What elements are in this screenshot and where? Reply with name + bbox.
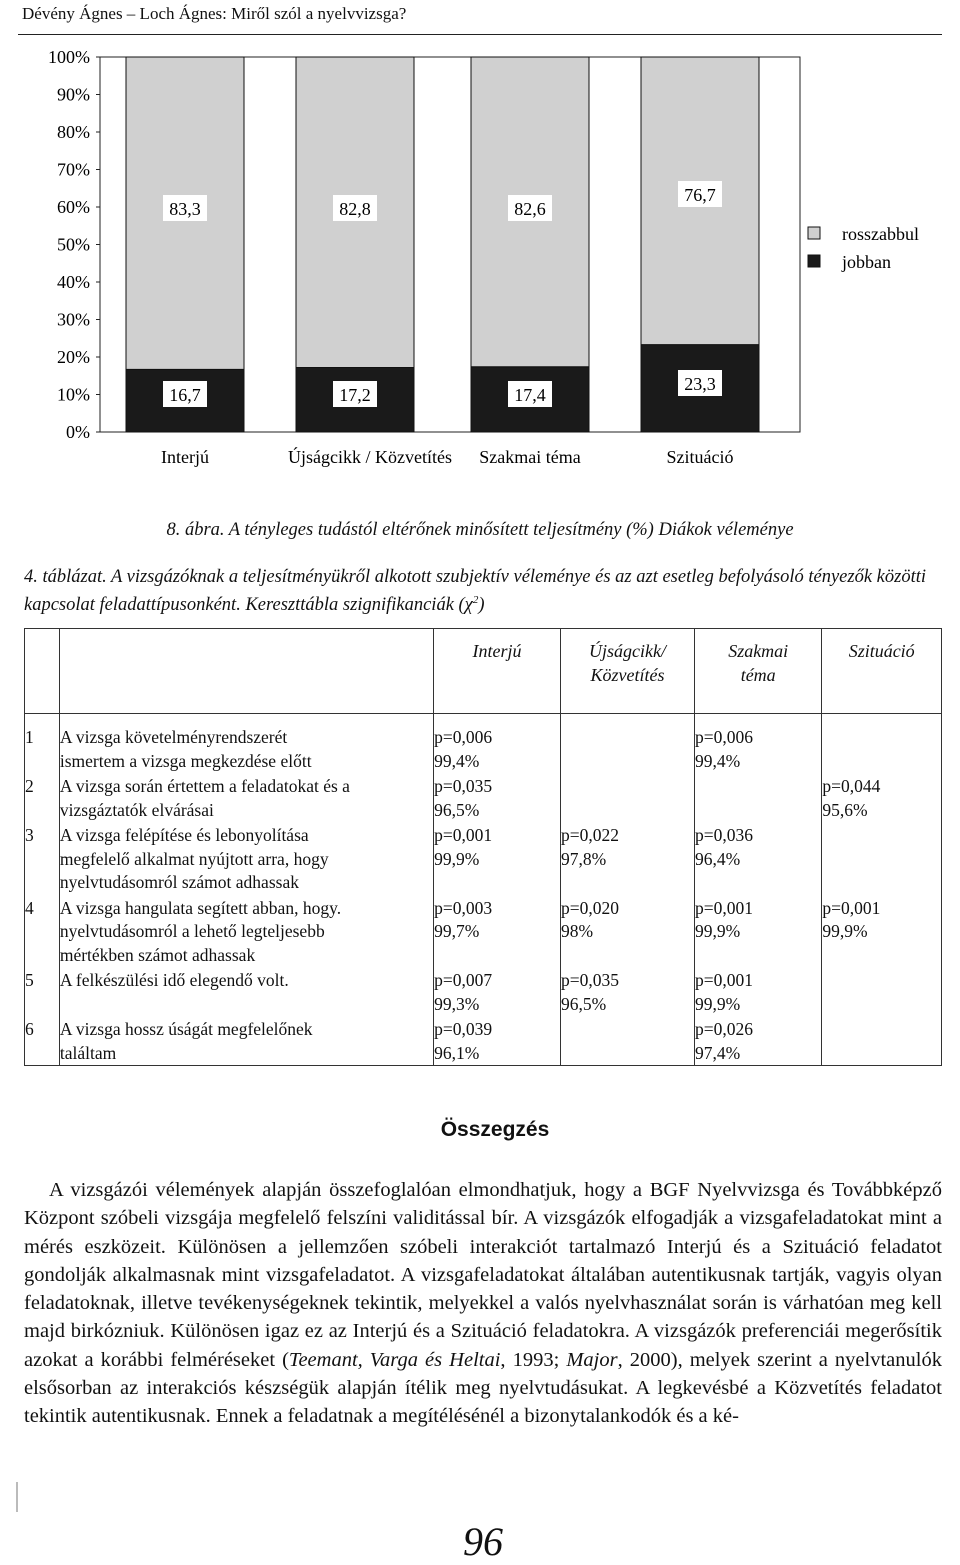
header-ujsagcikk: Újságcikk/ Közvetítés: [560, 629, 694, 714]
p-value: p=0,001: [695, 970, 753, 990]
data-label-jobban: 17,2: [339, 385, 371, 405]
figure-caption: 8. ábra. A tényleges tudástól eltérőnek minősített teljesítmény (%) Diákok véleménye: [166, 520, 794, 540]
table-caption-end: ): [478, 595, 485, 616]
p-value: p=0,026: [695, 1019, 753, 1039]
significance-percent: 98%: [560, 921, 594, 941]
value-cell: [695, 967, 822, 1016]
header-szakmai: Szakmai téma: [695, 629, 822, 714]
header-statement: [59, 629, 433, 714]
y-tick-label: 80%: [57, 122, 90, 142]
value-cell: [560, 822, 694, 895]
table-row: [25, 822, 942, 895]
value-cell: [560, 967, 694, 1016]
y-tick-label: 70%: [57, 159, 90, 180]
row-statement: [59, 1016, 433, 1066]
table-row: [25, 967, 942, 1016]
statement-line: mértékben számot adhassak: [59, 944, 256, 965]
statement-line: A vizsga felépítése és lebonyolítása: [59, 825, 309, 845]
value-cell: [560, 895, 694, 968]
table-caption-text: 4. táblázat. A vizsgázóknak a teljesítményükről alkotott szubjektív véleménye és az azt esetleg befolyásoló tényezők közötti kapcsolat feladattípusonként. Kereszttábla szignifikanciák (χ: [24, 567, 927, 616]
statement-line: találtam: [59, 1042, 117, 1063]
legend-label: rosszabbul: [842, 224, 919, 244]
table-caption-sup: 2: [472, 594, 479, 606]
value-cell: [560, 773, 694, 822]
value-cell: [695, 1016, 822, 1066]
data-label-rosszabbul: 76,7: [684, 185, 716, 205]
summary-text-mid: , 1993;: [500, 1348, 567, 1371]
p-value: p=0,007: [434, 970, 493, 990]
x-category-label: Szakmai téma: [479, 447, 581, 467]
row-statement: [59, 822, 433, 895]
statement-line: nyelvtudásomról számot adhassak: [59, 872, 299, 892]
table-row: [25, 773, 942, 822]
significance-percent: 96,4%: [695, 848, 741, 869]
statement-line: ismertem a vizsga megkezdése előtt: [59, 750, 312, 771]
value-cell: [434, 1016, 561, 1066]
margin-mark: [16, 1482, 18, 1512]
p-value: p=0,022: [560, 825, 619, 845]
data-label-jobban: 16,7: [169, 385, 201, 405]
x-category-label: Interjú: [161, 447, 209, 467]
value-cell: [560, 714, 694, 774]
legend-label: jobban: [842, 252, 891, 272]
y-tick-label: 30%: [57, 309, 90, 330]
y-tick-label: 0%: [66, 422, 90, 442]
data-label-jobban: 17,4: [514, 385, 546, 405]
statement-line: megfelelő alkalmat nyújtott arra, hogy: [59, 848, 329, 869]
value-cell: [822, 714, 942, 774]
p-value: p=0,003: [434, 897, 493, 918]
data-label-rosszabbul: 82,8: [339, 199, 371, 219]
significance-percent: 99,7%: [434, 921, 480, 941]
statement-line: A felkészülési idő elegendő volt.: [59, 970, 289, 990]
p-value: p=0,044: [822, 776, 881, 796]
p-value: p=0,036: [695, 825, 753, 845]
table-body: [25, 714, 942, 1066]
y-tick-label: 90%: [57, 84, 90, 105]
data-label-rosszabbul: 82,6: [514, 199, 546, 219]
row-statement: [59, 714, 433, 774]
table-caption: [24, 566, 944, 617]
value-cell: [822, 773, 942, 822]
significance-percent: 99,9%: [434, 848, 480, 869]
citation-2: Major: [566, 1348, 618, 1371]
y-tick-label: 20%: [57, 347, 90, 367]
statement-line: vizsgáztatók elvárásai: [59, 799, 214, 820]
row-number: 5: [25, 967, 60, 1016]
row-number: 2: [25, 773, 60, 822]
p-value: p=0,035: [434, 776, 493, 796]
page-number: 96: [463, 1519, 503, 1564]
p-value: p=0,035: [560, 970, 619, 990]
significance-percent: 96,5%: [560, 993, 607, 1014]
table-header-row: [25, 629, 942, 714]
significance-percent: 97,4%: [695, 1042, 741, 1063]
statement-line: A vizsga során értettem a feladatokat és a: [59, 776, 350, 796]
data-label-rosszabbul: 83,3: [169, 199, 201, 219]
value-cell: [822, 895, 942, 968]
y-tick-label: 60%: [57, 197, 90, 217]
significance-percent: 99,4%: [695, 750, 741, 771]
value-cell: [434, 967, 561, 1016]
running-header: Dévény Ágnes – Loch Ágnes: Miről szól a nyelvvizsga?: [22, 4, 407, 23]
p-value: p=0,020: [560, 897, 619, 918]
p-value: p=0,006: [695, 727, 753, 747]
x-category-label: Újságcikk / Közvetítés: [288, 447, 452, 467]
significance-percent: 96,1%: [434, 1042, 480, 1063]
row-number: 3: [25, 822, 60, 895]
table-row: [25, 714, 942, 774]
row-number: 1: [25, 714, 60, 774]
y-tick-label: 10%: [57, 384, 90, 405]
summary-text-part2: , 2000), melyek szerint a nyelvtanulók elsősorban az interakciós készségük alapján ítélik meg nyelvtudásukat. A legkevésbé a Közvetítés feladatot tekintik autentikusnak. Ennek a feladatnak a megítélésénél a bizonytalankodók és a ké-: [24, 1348, 942, 1428]
p-value: p=0,001: [822, 897, 881, 918]
summary-paragraph: [24, 1176, 942, 1431]
p-value: p=0,001: [695, 897, 753, 918]
header-num: [25, 629, 60, 714]
row-number: 6: [25, 1016, 60, 1066]
value-cell: [434, 822, 561, 895]
value-cell: [434, 773, 561, 822]
y-tick-label: 100%: [48, 47, 90, 67]
data-label-jobban: 23,3: [684, 374, 716, 394]
significance-percent: 99,9%: [695, 993, 741, 1014]
row-statement: [59, 895, 433, 968]
section-heading: Összegzés: [440, 1118, 550, 1141]
statement-line: nyelvtudásomról a lehető legteljesebb: [59, 921, 325, 941]
significance-percent: 95,6%: [822, 799, 868, 820]
p-value: p=0,039: [434, 1019, 493, 1039]
value-cell: [822, 1016, 942, 1066]
statement-line: A vizsga hangulata segített abban, hogy.: [59, 897, 342, 918]
header-interju: Interjú: [434, 629, 561, 714]
y-tick-label: 40%: [57, 272, 90, 292]
legend-swatch: [808, 255, 820, 267]
significance-percent: 99,9%: [822, 921, 868, 941]
significance-percent: 96,5%: [434, 799, 480, 820]
significance-percent: 97,8%: [560, 848, 607, 869]
significance-percent: 99,9%: [695, 921, 741, 941]
statement-line: A vizsga követelményrendszerét: [59, 727, 288, 747]
value-cell: [695, 822, 822, 895]
y-tick-label: 50%: [57, 234, 90, 255]
stacked-bar-chart: [0, 40, 960, 480]
table-row: [25, 1016, 942, 1066]
citation-1: Teemant, Varga és Heltai: [288, 1348, 501, 1371]
significance-percent: 99,4%: [434, 750, 480, 771]
row-number: 4: [25, 895, 60, 968]
p-value: p=0,006: [434, 727, 493, 747]
row-statement: [59, 773, 433, 822]
row-statement: [59, 967, 433, 1016]
value-cell: [695, 895, 822, 968]
header-szituacio: Szituáció: [822, 629, 942, 714]
table-row: [25, 895, 942, 968]
value-cell: [695, 714, 822, 774]
statement-line: A vizsga hossz úságát megfelelőnek: [59, 1019, 313, 1039]
significance-percent: 99,3%: [434, 993, 480, 1014]
value-cell: [434, 895, 561, 968]
summary-text-part1: A vizsgázói vélemények alapján összefoglalóan elmondhatjuk, hogy a BGF Nyelvvizsga és Továbbképző Központ szóbeli vizsgája megfelelő felszíni validitással bír. A vizsgázók elfogadják a vizsgafeladatokat mint a mérés eszközeit. Különösen a jellemzően szóbeli interakciót tartalmazó Interjú és a Szituáció feladatot gondolják alkalmasnak mint vizsgafeladatot. A vizsgafeladatokat általában autentikusnak tartják, vagyis olyan feladatoknak, illetve tevékenységeknek tekintik, melyekkel a valós nyelvhasználat során is várhatóan meg kell majd birkózniuk. Különösen igaz ez az Interjú és a Szituáció feladatokra. A vizsgázók preferenciái megerősítik azokat a korábbi felméréseket (: [24, 1179, 942, 1371]
value-cell: [822, 822, 942, 895]
value-cell: [560, 1016, 694, 1066]
value-cell: [434, 714, 561, 774]
legend-swatch: [808, 227, 820, 239]
value-cell: [822, 967, 942, 1016]
p-value: p=0,001: [434, 825, 493, 845]
crosstab-table: [24, 628, 942, 1066]
value-cell: [695, 773, 822, 822]
x-category-label: Szituáció: [666, 447, 734, 467]
header-rule: [18, 34, 942, 35]
